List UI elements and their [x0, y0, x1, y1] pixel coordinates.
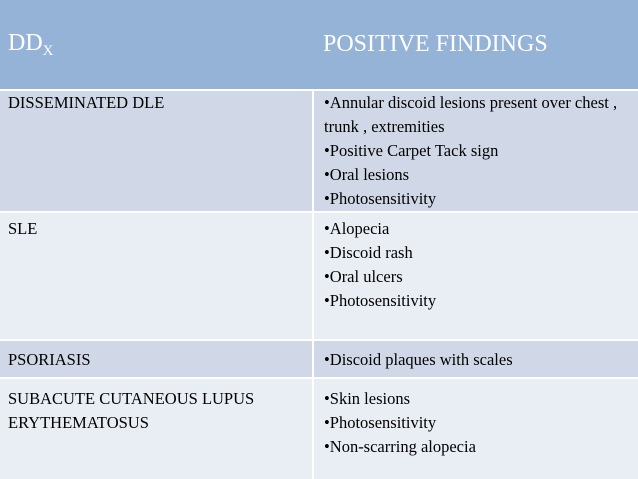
diagnosis-cell: SLE — [0, 212, 313, 340]
finding-item: •Skin lesions — [324, 389, 410, 408]
finding-item: •Alopecia — [324, 219, 390, 238]
finding-item: •Photosensitivity — [324, 413, 437, 432]
table-row — [0, 212, 638, 340]
finding-item: •Photosensitivity — [324, 291, 437, 310]
finding-item: •Photosensitivity — [324, 189, 437, 208]
diagnosis-cell: DISSEMINATED DLE — [0, 90, 313, 212]
table-header-row — [0, 0, 638, 90]
finding-item: •Annular discoid lesions present over chest , trunk , extremities — [324, 93, 618, 136]
finding-item: •Discoid plaques with scales — [324, 350, 513, 369]
finding-item: •Discoid rash — [324, 243, 413, 262]
diagnosis-cell: SUBACUTE CUTANEOUS LUPUS ERYTHEMATOSUS — [0, 378, 313, 479]
findings-cell — [313, 378, 638, 479]
table-row — [0, 378, 638, 479]
finding-item: •Non-scarring alopecia — [324, 437, 476, 456]
table-row — [0, 90, 638, 212]
header-ddx-subscript: X — [42, 42, 54, 59]
findings-cell — [313, 90, 638, 212]
findings-cell — [313, 340, 638, 378]
finding-item: •Oral ulcers — [324, 267, 403, 286]
diagnosis-cell: PSORIASIS — [0, 340, 313, 378]
header-ddx-main: DD — [8, 29, 43, 56]
table-row — [0, 340, 638, 378]
findings-cell — [313, 212, 638, 340]
header-positive-findings: POSITIVE FINDINGS — [313, 0, 638, 90]
finding-item: •Positive Carpet Tack sign — [324, 141, 499, 160]
header-ddx — [0, 0, 313, 90]
finding-item: •Oral lesions — [324, 165, 410, 184]
